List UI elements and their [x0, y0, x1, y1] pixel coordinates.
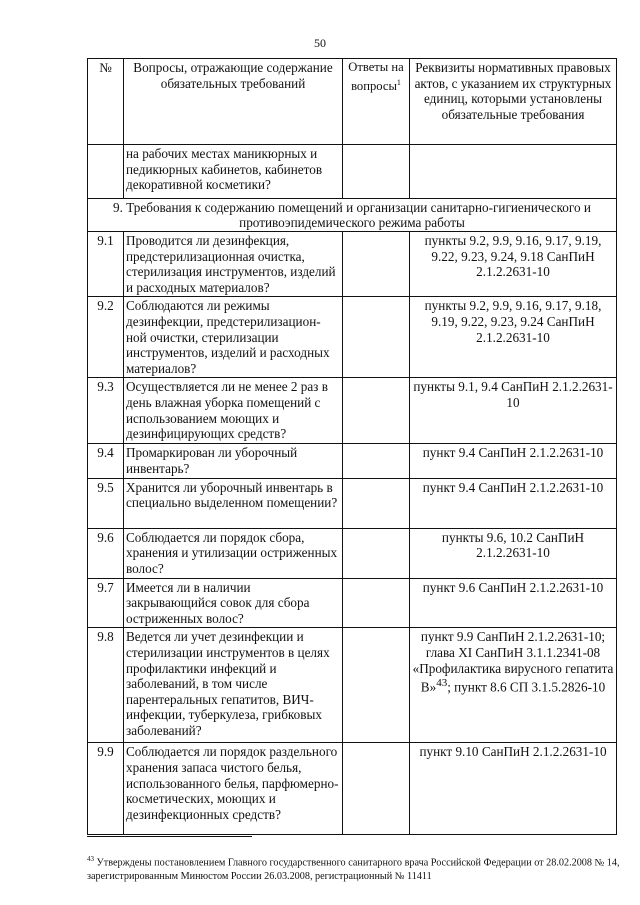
row-question: Имеется ли в наличии закрывающийся совок для сбора остриженных волос? — [124, 578, 343, 628]
footnote — [87, 852, 622, 884]
header-answer — [343, 59, 410, 145]
row-question: Хранится ли уборочный инвентарь в специально выделенном помещении? — [124, 478, 343, 528]
table-row — [88, 578, 617, 628]
row-number: 9.3 — [88, 378, 124, 444]
row-reference: пункт 9.10 СанПиН 2.1.2.2631-10 — [410, 743, 617, 835]
row-number: 9.1 — [88, 232, 124, 297]
table-row — [88, 743, 617, 835]
row-answer — [343, 232, 410, 297]
row-reference: пункты 9.6, 10.2 СанПиН 2.1.2.2631-10 — [410, 528, 617, 578]
row-answer — [343, 528, 410, 578]
row-reference: пункт 9.4 СанПиН 2.1.2.2631-10 — [410, 444, 617, 478]
table-row — [88, 528, 617, 578]
row-reference: пункты 9.1, 9.4 СанПиН 2.1.2.2631-10 — [410, 378, 617, 444]
row-reference: пункт 9.4 СанПиН 2.1.2.2631-10 — [410, 478, 617, 528]
row-question: Осуществляется ли не менее 2 раз в день влажная уборка помещений с использованием моющих и дезинфицирующих средств? — [124, 378, 343, 444]
row-answer — [343, 444, 410, 478]
row-reference-tail: ; пункт 8.6 СП 3.1.5.2826-10 — [447, 679, 606, 695]
row-question: Проводится ли дезинфекция, предстерилизационная очистка, стерилизация инструментов, изделий и расходных материалов? — [124, 232, 343, 297]
requirements-table — [87, 58, 617, 835]
row-reference — [410, 628, 617, 743]
table-header-row — [88, 59, 617, 145]
row-number: 9.6 — [88, 528, 124, 578]
row-number: 9.5 — [88, 478, 124, 528]
continuation-row — [88, 145, 617, 199]
row-reference: пункты 9.2, 9.9, 9.16, 9.17, 9.18, 9.19, 9.22, 9.23, 9.24 СанПиН 2.1.2.2631-10 — [410, 297, 617, 378]
table-row — [88, 378, 617, 444]
row-answer — [343, 628, 410, 743]
footnote-mark: 43 — [87, 855, 94, 863]
row-question: Промаркирован ли уборочный инвентарь? — [124, 444, 343, 478]
row-reference-footnote-mark: 43 — [436, 677, 448, 690]
continuation-num — [88, 145, 124, 199]
header-question: Вопросы, отражающие содержание обязательных требований — [124, 59, 343, 145]
row-answer — [343, 478, 410, 528]
header-number: № — [88, 59, 124, 145]
row-question: Ведется ли учет дезинфекции и стерилизации инструментов в целях профилактики инфекций и заболеваний, в том числе парентеральных гепатитов, ВИЧ-инфекции, туберкулеза, грибковых заболеваний? — [124, 628, 343, 743]
row-number: 9.8 — [88, 628, 124, 743]
table-row — [88, 297, 617, 378]
section-row — [88, 199, 617, 232]
row-number: 9.9 — [88, 743, 124, 835]
header-answer-label: Ответы на вопросы — [348, 60, 404, 94]
table-row — [88, 232, 617, 297]
row-reference: пункты 9.2, 9.9, 9.16, 9.17, 9.19, 9.22, 9.23, 9.24, 9.18 СанПиН 2.1.2.2631-10 — [410, 232, 617, 297]
row-answer — [343, 378, 410, 444]
row-answer — [343, 578, 410, 628]
page-number: 50 — [314, 36, 326, 50]
row-number: 9.2 — [88, 297, 124, 378]
row-reference: пункт 9.6 СанПиН 2.1.2.2631-10 — [410, 578, 617, 628]
row-reference-main: пункт 9.9 СанПиН 2.1.2.2631-10; глава XI СанПиН 3.1.1.2341-08 «Профилактика вирусного гепатита В» — [412, 629, 614, 695]
row-answer — [343, 743, 410, 835]
table-row — [88, 628, 617, 743]
row-number: 9.4 — [88, 444, 124, 478]
table-row — [88, 444, 617, 478]
table-row — [88, 478, 617, 528]
section-title: 9. Требования к содержанию помещений и организации санитарно-гигиенического и противоэпидемического режима работы — [88, 199, 617, 232]
footnote-text: Утверждены постановлением Главного государственного санитарного врача Российской Федерации от 28.02.2008 № 14, зарегистрированным Минюстом России 26.03.2008, регистрационный № 11411 — [87, 857, 620, 883]
continuation-ref — [410, 145, 617, 199]
row-question: Соблюдаются ли режимы дезинфекции, предстерилизацион-ной очистки, стерилизации инструментов, изделий и расходных материалов? — [124, 297, 343, 378]
row-number: 9.7 — [88, 578, 124, 628]
row-question: Соблюдается ли порядок сбора, хранения и утилизации остриженных волос? — [124, 528, 343, 578]
row-answer — [343, 297, 410, 378]
continuation-answer — [343, 145, 410, 199]
header-requisites: Реквизиты нормативных правовых актов, с указанием их структурных единиц, которыми установлены обязательные требования — [410, 59, 617, 145]
header-answer-footnote-mark: 1 — [396, 78, 401, 87]
footnote-separator — [87, 836, 252, 837]
continuation-question: на рабочих местах маникюрных и педикюрных кабинетов, кабинетов декоративной косметики? — [124, 145, 343, 199]
row-question: Соблюдается ли порядок раздельного хранения запаса чистого белья, использованного белья, парфюмерно-косметических, моющих и дезинфекционных средств? — [124, 743, 343, 835]
